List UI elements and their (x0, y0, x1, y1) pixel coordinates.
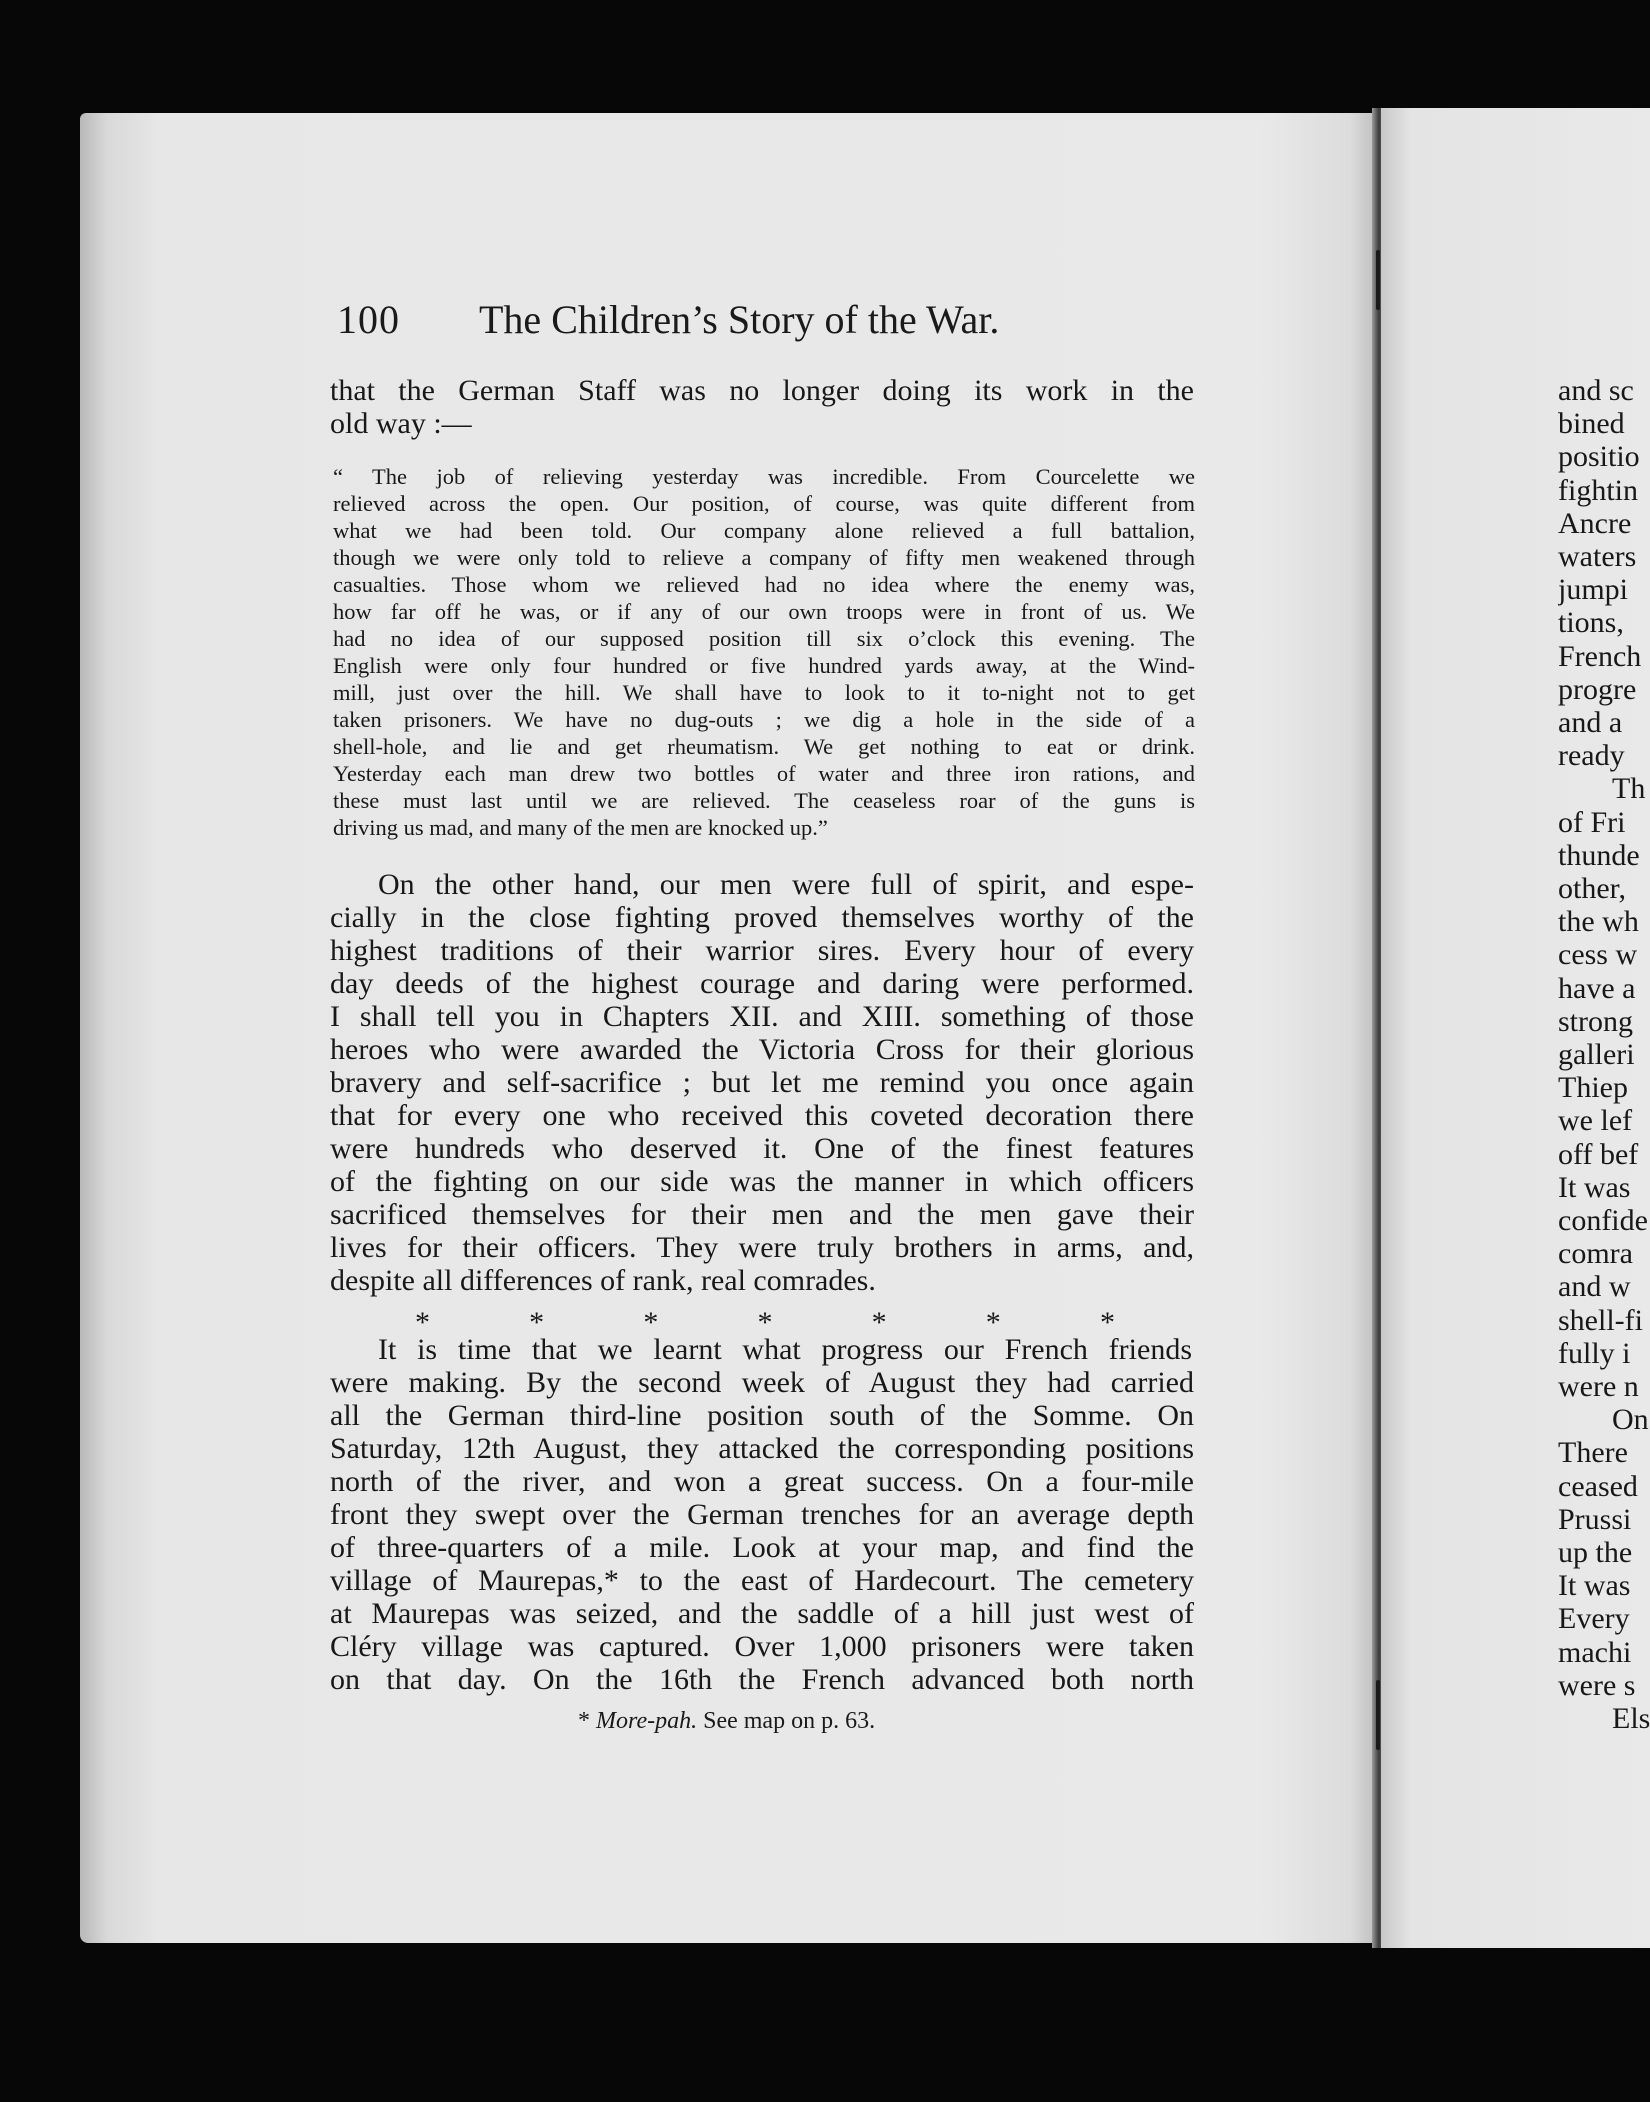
right-page-line-fragment: ceased (1558, 1469, 1638, 1503)
right-page-line-fragment: have a (1558, 971, 1636, 1005)
separator-star: * (985, 1306, 1001, 1339)
right-page-line-fragment: confide (1558, 1204, 1648, 1237)
right-page-line-fragment: were n (1558, 1370, 1639, 1403)
right-page-line-fragment: shell-fi (1558, 1303, 1643, 1337)
right-page-line-fragment: Thiep (1558, 1071, 1628, 1105)
right-page-line-fragment: On (1612, 1403, 1649, 1437)
separator-star: * (1099, 1306, 1115, 1339)
text-line: I shall tell you in Chapters XII. and XIII. something of those (330, 1000, 1194, 1033)
text-line: Saturday, 12th August, they attacked the corresponding positions (330, 1432, 1194, 1465)
separator-star: * (529, 1306, 545, 1339)
right-page-line-fragment: strong (1558, 1004, 1633, 1038)
right-page-line-fragment: Every (1558, 1602, 1630, 1636)
right-page-line-fragment: of Fri (1558, 805, 1626, 839)
text-line: front they swept over the German trenches for an average depth (330, 1498, 1194, 1531)
footnote-text: See map on p. 63. (697, 1708, 876, 1734)
text-line: on that day. On the 16th the French advanced both north (330, 1663, 1194, 1696)
text-line: were making. By the second week of August they had carried (330, 1366, 1194, 1399)
quote-line: shell-hole, and lie and get rheumatism. We get nothing to eat or drink. (333, 734, 1195, 759)
quote-line: taken prisoners. We have no dug-outs ; we dig a hole in the side of a (333, 707, 1195, 732)
text-line: old way :— (330, 407, 472, 440)
quote-line: these must last until we are relieved. The ceaseless roar of the guns is (333, 788, 1195, 813)
separator-star: * (871, 1306, 887, 1339)
quote-line: Yesterday each man drew two bottles of water and three iron rations, and (333, 761, 1195, 786)
right-page-line-fragment: up the (1558, 1536, 1633, 1569)
text-line: bravery and self-sacrifice ; but let me remind you once again (330, 1066, 1194, 1099)
right-page-line-fragment: galleri (1558, 1038, 1635, 1071)
quote-line: driving us mad, and many of the men are knocked up.” (333, 815, 828, 840)
right-page-line-fragment: There (1558, 1436, 1628, 1470)
text-line: all the German third-line position south of the Somme. On (330, 1399, 1194, 1432)
right-page-line-fragment: machi (1558, 1635, 1632, 1669)
text-line: heroes who were awarded the Victoria Cross for their glorious (330, 1033, 1194, 1066)
right-page-line-fragment: and sc (1558, 374, 1634, 407)
text-line: of the fighting on our side was the manner in which officers (330, 1165, 1194, 1198)
footnote-term: More-pah. (596, 1708, 698, 1734)
right-page-line-fragment: Els (1612, 1702, 1650, 1735)
right-page-line-fragment: cess w (1558, 938, 1638, 972)
right-page-line-fragment: It was (1558, 1170, 1631, 1204)
running-title: The Children’s Story of the War. (479, 297, 1000, 342)
text-line: at Maurepas was seized, and the saddle of a hill just west of (330, 1597, 1194, 1630)
text-line: that the German Staff was no longer doing its work in the (330, 374, 1194, 407)
right-page-line-fragment: Th (1612, 772, 1646, 806)
right-page-line-fragment: and w (1558, 1270, 1631, 1304)
footnote (578, 1708, 1078, 1735)
text-line: It is time that we learnt what progress our French friends (378, 1333, 1192, 1366)
right-page-line-fragment: waters (1558, 540, 1637, 573)
right-page-line-fragment: we lef (1558, 1104, 1633, 1138)
text-line: of three-quarters of a mile. Look at your map, and find the (330, 1531, 1194, 1564)
page-header (337, 296, 1197, 346)
text-line: village of Maurepas,* to the east of Hardecourt. The cemetery (330, 1564, 1194, 1597)
text-line: Cléry village was captured. Over 1,000 prisoners were taken (330, 1630, 1194, 1663)
separator-star: * (757, 1306, 773, 1339)
right-page-line-fragment: It was (1558, 1569, 1631, 1603)
right-page-line-fragment: fightin (1558, 473, 1638, 507)
quote-line: had no idea of our supposed position till six o’clock this evening. The (333, 626, 1195, 651)
quote-line: how far off he was, or if any of our own troops were in front of us. We (333, 599, 1195, 624)
separator-star: * (643, 1306, 659, 1339)
text-line: north of the river, and won a great success. On a four-mile (330, 1465, 1194, 1498)
spine-shadow-mark (1376, 250, 1380, 310)
text-line: day deeds of the highest courage and daring were performed. (330, 967, 1194, 1000)
text-line: lives for their officers. They were truly brothers in arms, and, (330, 1231, 1194, 1264)
right-page-line-fragment: Ancre (1558, 506, 1632, 540)
text-line: that for every one who received this coveted decoration there (330, 1099, 1194, 1132)
quote-line: casualties. Those whom we relieved had no idea where the enemy was, (333, 572, 1195, 597)
text-line: highest traditions of their warrior sires. Every hour of every (330, 934, 1194, 967)
text-line: despite all differences of rank, real comrades. (330, 1264, 876, 1297)
right-page-line-fragment: and a (1558, 706, 1623, 739)
right-page-line-fragment: French (1558, 639, 1642, 673)
text-line: On the other hand, our men were full of spirit, and espe- (378, 868, 1194, 901)
right-page-line-fragment: off bef (1558, 1137, 1639, 1171)
right-page-line-fragment: bined (1558, 407, 1625, 441)
quote-line: though we were only told to relieve a company of fifty men weakened through (333, 545, 1195, 570)
right-page-line-fragment: progre (1558, 672, 1637, 706)
text-line: sacrificed themselves for their men and the men gave their (330, 1198, 1194, 1231)
right-page-line-fragment: ready (1558, 739, 1625, 773)
quote-line: what we had been told. Our company alone relieved a full battalion, (333, 518, 1195, 543)
right-page-line-fragment: tions, (1558, 606, 1624, 640)
quote-line: relieved across the open. Our position, of course, was quite different from (333, 491, 1195, 516)
page-number: 100 (337, 297, 400, 342)
quote-line: “ The job of relieving yesterday was incredible. From Courcelette we (333, 464, 1195, 489)
text-line: were hundreds who deserved it. One of the finest features (330, 1132, 1194, 1165)
quote-line: mill, just over the hill. We shall have to look to it to-night not to get (333, 680, 1195, 705)
text-line: cially in the close fighting proved themselves worthy of the (330, 901, 1194, 934)
spine-shadow-mark (1376, 1680, 1380, 1750)
right-page-line-fragment: other, (1558, 872, 1626, 905)
right-page-line-fragment: thunde (1558, 838, 1640, 872)
right-page-line-fragment: comra (1558, 1237, 1633, 1271)
right-page-line-fragment: the wh (1558, 905, 1639, 939)
right-page-line-fragment: jumpi (1558, 573, 1629, 607)
right-page-line-fragment: were s (1558, 1668, 1636, 1702)
right-page-line-fragment: Prussi (1558, 1502, 1632, 1536)
footnote-marker: * (578, 1708, 596, 1734)
right-page-line-fragment: positio (1558, 440, 1640, 474)
quote-line: English were only four hundred or five hundred yards away, at the Wind- (333, 653, 1195, 678)
right-page-line-fragment: fully i (1558, 1336, 1631, 1370)
separator-star: * (415, 1306, 430, 1339)
